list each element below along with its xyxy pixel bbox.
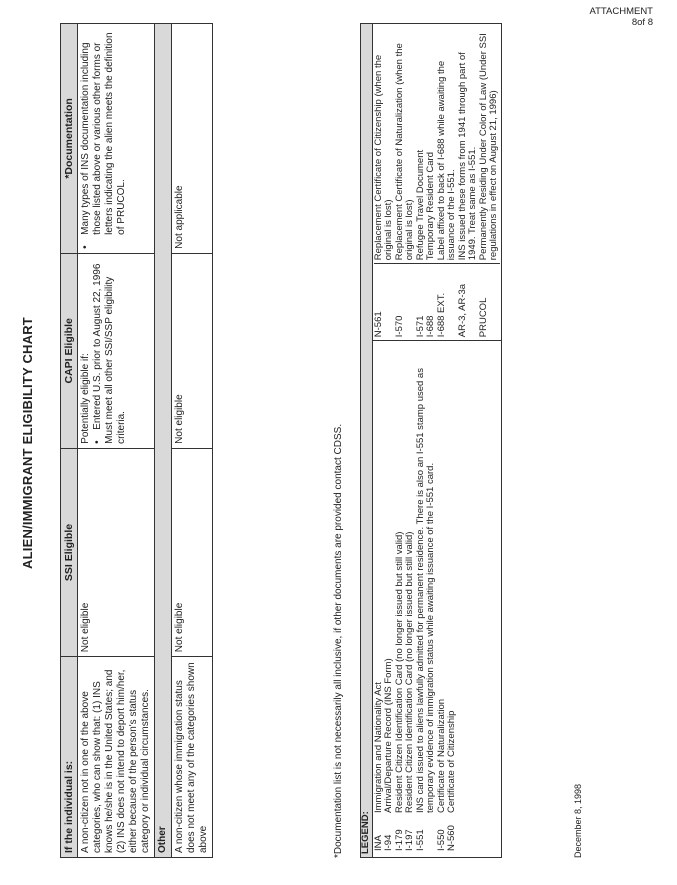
attachment-label: ATTACHMENT	[589, 6, 653, 17]
legend-desc: Label affixed to back of I-688 while awaiting the issuance of the I-551.	[437, 24, 458, 264]
legend-code: I-551	[414, 829, 426, 851]
section-row-other	[155, 24, 172, 858]
legend-right	[372, 24, 501, 341]
legend-heading: LEGEND:	[361, 24, 373, 858]
table-header-row	[61, 24, 78, 858]
header-documentation: *Documentation	[61, 24, 78, 254]
row1-individual: A non-citizen not in one of the above categories, who can show that: (1) INS knows he/she is in the United States; and (2) INS does not intend to deport him/her, either because of the person's status category or individual circumstances.	[78, 657, 155, 858]
header-ssi: SSI Eligible	[61, 448, 78, 656]
legend-desc: Replacement Certificate of Naturalization (when the original is lost)	[395, 24, 416, 264]
row1-doc-bullet-row	[80, 28, 128, 249]
legend-code: N-560	[446, 825, 457, 851]
row1-capi	[78, 253, 155, 448]
row1-doc-text: Many types of INS documentation including those listed above or various other forms or letters indicating the alien meets the definition of PRUCOL.	[80, 32, 127, 235]
legend-left	[372, 341, 501, 858]
row1-capi-intro: Potentially eligible if:	[80, 353, 91, 444]
row2-ssi: Not eligible	[172, 448, 213, 656]
legend-desc: Refugee Travel Document	[416, 24, 427, 264]
legend-code: I-570	[393, 315, 405, 338]
legend-desc: INS issued these forms from 1941 through part of 1949. Treat same as I-551.	[458, 24, 479, 264]
legend-code: I-94	[383, 834, 394, 851]
bullet-icon: •	[80, 245, 91, 249]
legend-desc: Resident Citizen Identification Card (no longer issued but still valid)	[393, 531, 405, 813]
row1-capi-bullet: Entered U.S. prior to August 22, 1996	[92, 263, 103, 430]
footnote: *Documentation list is not necessarily all inclusive, if other documents are provided contact CDSS.	[333, 423, 344, 858]
legend-code: I-550	[435, 829, 447, 851]
eligibility-table	[60, 23, 213, 858]
legend-desc: Temporary Resident Card	[426, 24, 437, 264]
header-individual: If the individual is:	[61, 657, 78, 858]
document-date: December 8, 1998	[573, 783, 583, 858]
section-other-label: Other	[155, 24, 172, 858]
rotated-page	[15, 18, 590, 868]
legend-code: PRUCOL	[477, 297, 489, 338]
attachment-page: 8of 8	[631, 17, 653, 28]
legend-code: I-688 EXT.	[435, 292, 447, 338]
row2-documentation: Not applicable	[172, 24, 213, 254]
legend-desc: Arrival/Departure Record (INS Form)	[383, 658, 394, 813]
legend-desc: Immigration and Nationality Act	[372, 682, 384, 813]
legend-desc: Certificate of Citizenship	[446, 710, 457, 813]
attachment-header	[589, 6, 653, 28]
row1-capi-outro: Must meet all other SSI/SSP eligibility criteria.	[104, 276, 127, 444]
row2-individual: A non-citizen whose immigration status does not meet any of the categories shown above	[172, 657, 213, 858]
legend-code: AR-3, AR-3a	[456, 283, 468, 338]
legend-code: I-571	[414, 315, 426, 338]
legend-code: I-197	[404, 829, 415, 851]
legend-code: N-561	[372, 311, 384, 338]
legend-code: I-179	[393, 829, 405, 851]
legend-desc: Resident Citizen Identification Card (no longer issued but still valid)	[404, 531, 415, 813]
legend-desc: Replacement Certificate of Citizenship (when the original is lost)	[374, 24, 395, 264]
row1-capi-bullet-row	[92, 258, 104, 444]
table-row	[78, 24, 155, 858]
legend-code: I-688	[425, 315, 436, 338]
row2-capi: Not eligible	[172, 253, 213, 448]
legend-code: INA	[372, 835, 384, 851]
bullet-icon: •	[92, 440, 103, 444]
legend-desc: INS card issued to aliens lawfully admitted for permanent residence. There is also an I-551 stamp used as temporary evidence of immigration status while awaiting issuance of the I-551 card.	[414, 368, 436, 813]
row1-ssi: Not eligible	[78, 448, 155, 656]
legend-desc: Certificate of Naturalization	[435, 698, 447, 813]
page-title: ALIEN/IMMIGRANT ELIGIBILITY CHART	[20, 317, 35, 569]
legend-desc: Permanently Residing Under Color of Law (Under SSI regulations in effect on August 21, 1996)	[479, 24, 500, 264]
row1-documentation	[78, 24, 155, 254]
header-capi: CAPI Eligible	[61, 253, 78, 448]
table-row	[172, 24, 213, 858]
legend-table	[360, 23, 502, 858]
